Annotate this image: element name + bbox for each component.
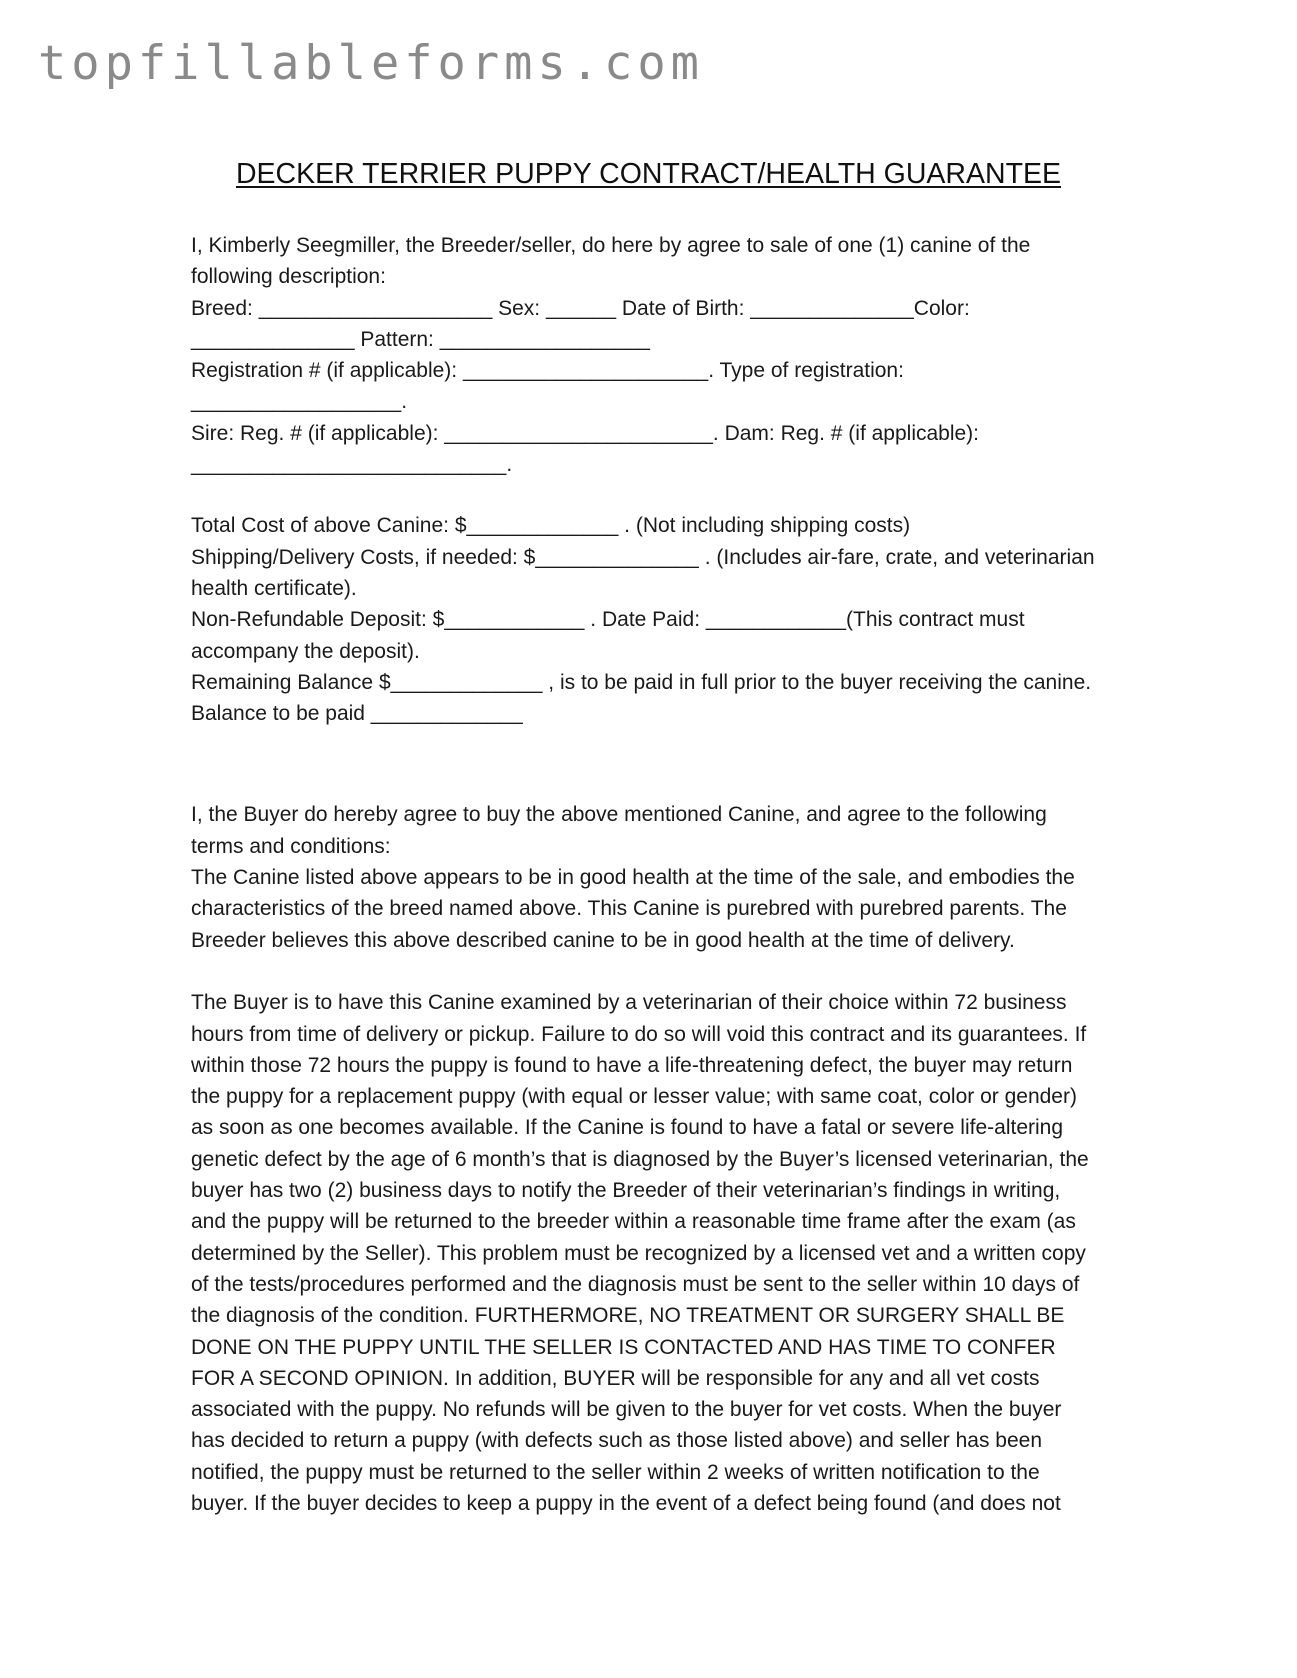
form-line-shipping-cost: Shipping/Delivery Costs, if needed: $______________ . (Includes air-fare, crate, and veterinarian [191, 545, 1095, 569]
text-line: The Canine listed above appears to be in good health at the time of the sale, and embodies the [191, 866, 1075, 890]
text-line: I, the Buyer do hereby agree to buy the above mentioned Canine, and agree to the following [191, 803, 1047, 827]
form-line-breed: Breed: ____________________ Sex: ______ Date of Birth: ______________Color: [191, 296, 970, 320]
form-line-total-cost: Total Cost of above Canine: $_____________ . (Not including shipping costs) [191, 514, 911, 538]
text-line: of the tests/procedures performed and the diagnosis must be sent to the seller within 10 days of [191, 1272, 1080, 1296]
form-line-remaining-balance: Remaining Balance $_____________ , is to be paid in full prior to the buyer receiving the canine. [191, 670, 1092, 694]
text-line: has decided to return a puppy (with defects such as those listed above) and seller has been [191, 1429, 1043, 1453]
text-line: DONE ON THE PUPPY UNTIL THE SELLER IS CONTACTED AND HAS TIME TO CONFER [191, 1335, 1056, 1359]
text-line: genetic defect by the age of 6 month’s that is diagnosed by the Buyer’s licensed veterinarian, the [191, 1147, 1089, 1171]
text-line: I, Kimberly Seegmiller, the Breeder/seller, do here by agree to sale of one (1) canine of the [191, 234, 1031, 257]
form-line-registration: Registration # (if applicable): _____________________. Type of registration: [191, 359, 904, 383]
cost-section [191, 510, 1121, 729]
description-section [191, 230, 1121, 480]
text-line: following description: [191, 265, 386, 289]
guarantee-section [191, 987, 1121, 1519]
document-body [191, 230, 1121, 1519]
text-line: Breeder believes this above described canine to be in good health at the time of delivery. [191, 928, 1015, 952]
text-line: as soon as one becomes available. If the Canine is found to have a fatal or severe life-altering [191, 1116, 1064, 1140]
text-line: FOR A SECOND OPINION. In addition, BUYER will be responsible for any and all vet costs [191, 1366, 1040, 1390]
text-line: determined by the Seller). This problem must be recognized by a licensed vet and a written copy [191, 1241, 1086, 1265]
terms-section [191, 799, 1121, 955]
text-line: buyer has two (2) business days to notify the Breeder of their veterinarian’s findings in writing, [191, 1179, 1061, 1203]
text-line: terms and conditions: [191, 834, 391, 858]
text-line: characteristics of the breed named above. This Canine is purebred with purebred parents. The [191, 897, 1067, 921]
form-line-deposit: Non-Refundable Deposit: $____________ . Date Paid: ____________(This contract must [191, 608, 1025, 632]
text-line: accompany the deposit). [191, 639, 420, 663]
text-line: notified, the puppy must be returned to the seller within 2 weeks of written notification to the [191, 1460, 1040, 1484]
text-line: the puppy for a replacement puppy (with equal or lesser value; with same coat, color or gender) [191, 1085, 1077, 1109]
text-line: hours from time of delivery or pickup. Failure to do so will void this contract and its guarantees. If [191, 1022, 1087, 1046]
text-line: the diagnosis of the condition. FURTHERMORE, NO TREATMENT OR SURGERY SHALL BE [191, 1304, 1065, 1328]
form-line-balance-due: Balance to be paid _____________ [191, 702, 523, 726]
text-line: The Buyer is to have this Canine examined by a veterinarian of their choice within 72 business [191, 991, 1067, 1015]
form-line-registration-type: __________________. [191, 390, 408, 414]
text-line: associated with the puppy. No refunds will be given to the buyer for vet costs. When the buyer [191, 1398, 1062, 1422]
text-line: health certificate). [191, 576, 357, 600]
form-line-dam-reg: ___________________________. [191, 453, 513, 477]
form-line-pattern: ______________ Pattern: __________________ [191, 327, 650, 351]
page-title: DECKER TERRIER PUPPY CONTRACT/HEALTH GUARANTEE [235, 158, 1062, 190]
text-line: within those 72 hours the puppy is found to have a life-threatening defect, the buyer may return [191, 1053, 1073, 1077]
form-line-sire-dam: Sire: Reg. # (if applicable): _______________________. Dam: Reg. # (if applicable): [191, 421, 980, 445]
text-line: buyer. If the buyer decides to keep a puppy in the event of a defect being found (and does not [191, 1491, 1061, 1515]
text-line: and the puppy will be returned to the breeder within a reasonable time frame after the exam (as [191, 1210, 1076, 1234]
watermark-text: topfillableforms.com [38, 36, 704, 91]
